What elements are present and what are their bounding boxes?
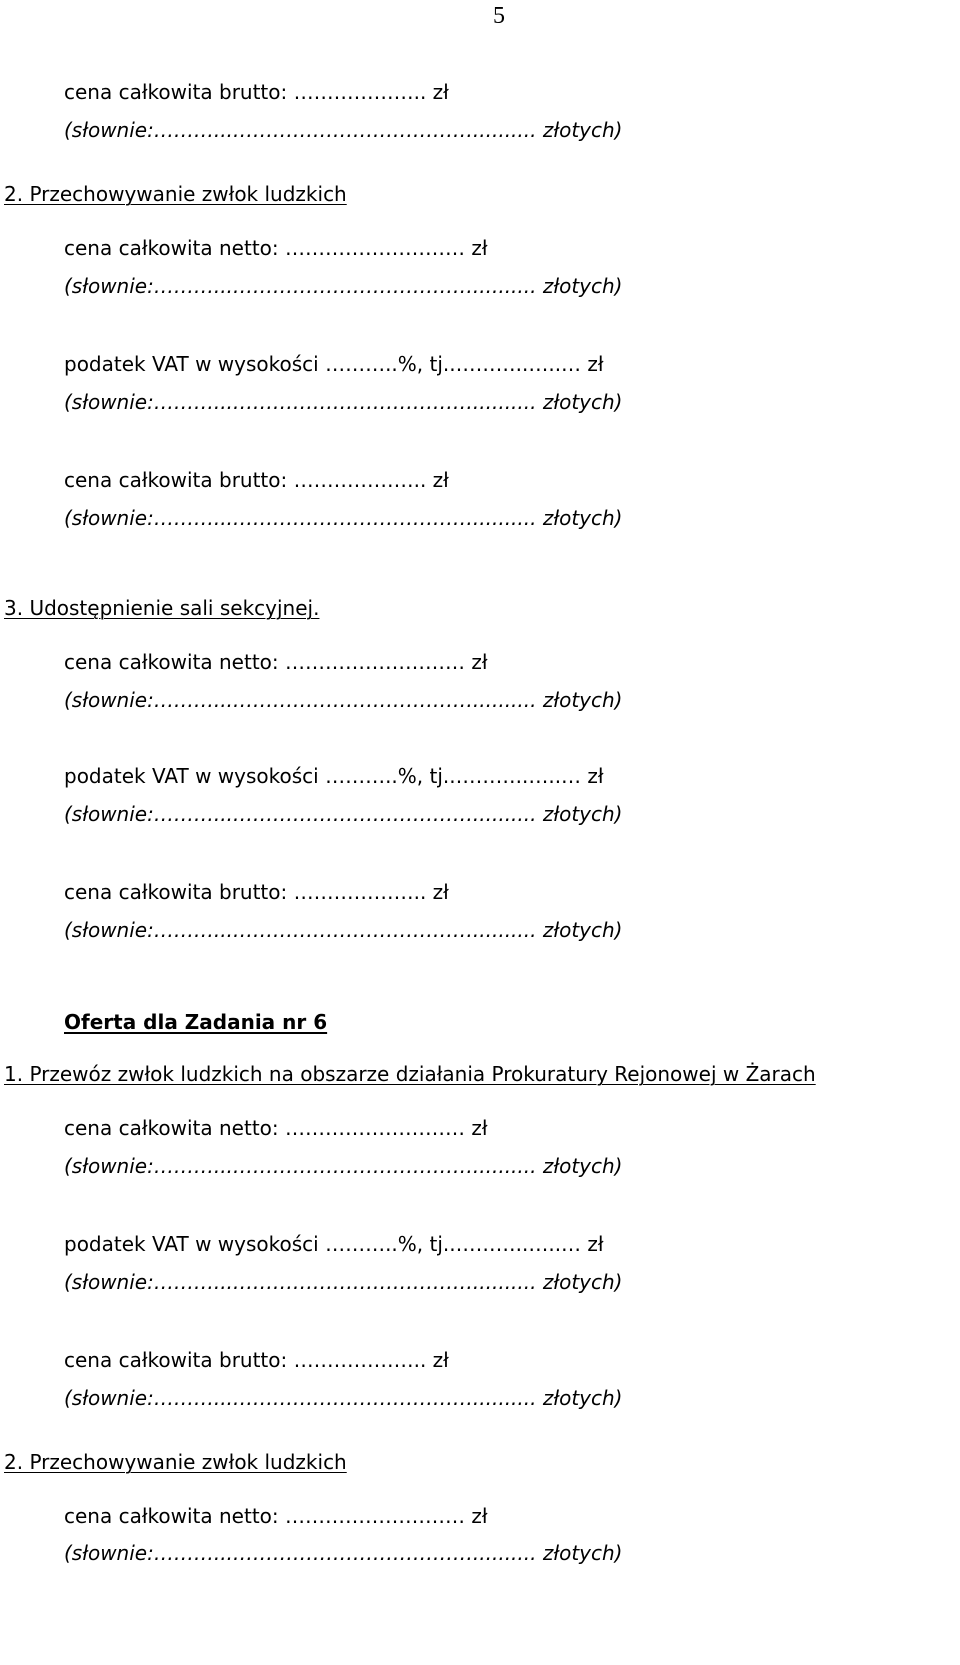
gross-price-line: cena całkowita brutto: ……………….. zł bbox=[64, 80, 449, 104]
gross-price-line: cena całkowita brutto: ……………….. zł bbox=[64, 1348, 449, 1372]
section-heading: 1. Przewóz zwłok ludzkich na obszarze działania Prokuratury Rejonowej w Żarach bbox=[4, 1062, 816, 1086]
page-number: 5 bbox=[493, 3, 505, 29]
gross-price-line: cena całkowita brutto: ……………….. zł bbox=[64, 880, 449, 904]
net-price-line: cena całkowita netto: ……………………… zł bbox=[64, 236, 488, 260]
net-price-line: cena całkowita netto: ……………………… zł bbox=[64, 650, 488, 674]
offer-title: Oferta dla Zadania nr 6 bbox=[64, 1010, 328, 1034]
in-words-line: (słownie:………...……………………………….......... złotych) bbox=[64, 118, 623, 142]
in-words-line: (słownie:………...……………………………….......... złotych) bbox=[64, 918, 623, 942]
section-heading: 2. Przechowywanie zwłok ludzkich bbox=[4, 182, 347, 206]
in-words-line: (słownie:………...……………………………….......... złotych) bbox=[64, 1541, 623, 1565]
in-words-line: (słownie:………...……………………………….......... złotych) bbox=[64, 688, 623, 712]
in-words-line: (słownie:………...……………………………….......... złotych) bbox=[64, 274, 623, 298]
in-words-line: (słownie:………...……………………………….......... złotych) bbox=[64, 1154, 623, 1178]
gross-price-line: cena całkowita brutto: ……………….. zł bbox=[64, 468, 449, 492]
vat-line: podatek VAT w wysokości ………..%, tj..………..…..… zł bbox=[64, 352, 604, 376]
net-price-line: cena całkowita netto: ……………………… zł bbox=[64, 1504, 488, 1528]
vat-line: podatek VAT w wysokości ………..%, tj..………..…..… zł bbox=[64, 1232, 604, 1256]
vat-line: podatek VAT w wysokości ………..%, tj..………..…..… zł bbox=[64, 764, 604, 788]
net-price-line: cena całkowita netto: ……………………… zł bbox=[64, 1116, 488, 1140]
section-heading: 2. Przechowywanie zwłok ludzkich bbox=[4, 1450, 347, 1474]
in-words-line: (słownie:………...……………………………….......... złotych) bbox=[64, 802, 623, 826]
in-words-line: (słownie:………...……………………………….......... złotych) bbox=[64, 390, 623, 414]
in-words-line: (słownie:………...……………………………….......... złotych) bbox=[64, 506, 623, 530]
in-words-line: (słownie:………...……………………………….......... złotych) bbox=[64, 1386, 623, 1410]
section-heading: 3. Udostępnienie sali sekcyjnej. bbox=[4, 596, 320, 620]
in-words-line: (słownie:………...……………………………….......... złotych) bbox=[64, 1270, 623, 1294]
